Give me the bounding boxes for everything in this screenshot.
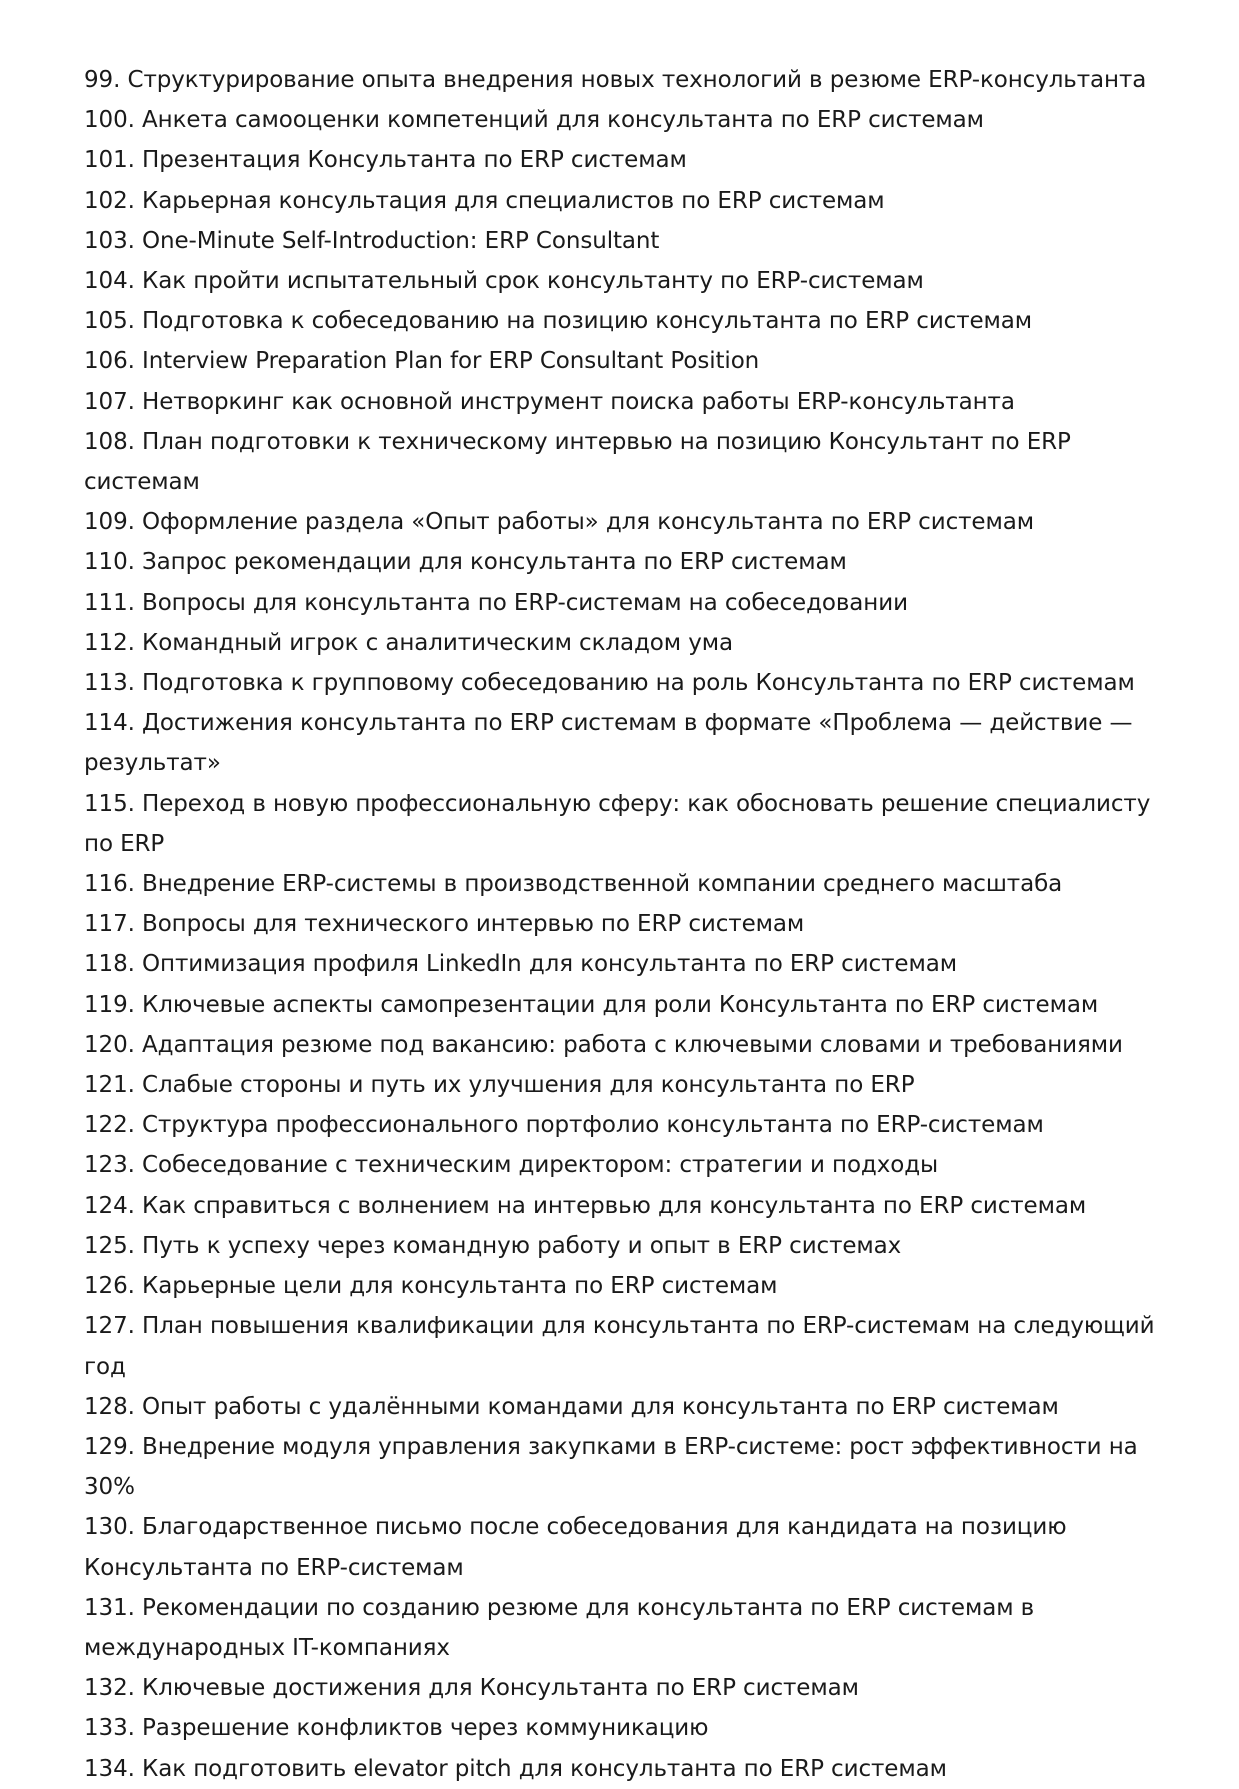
list-item: 112. Командный игрок с аналитическим складом ума (84, 629, 733, 656)
list-item: 120. Адаптация резюме под вакансию: работа с ключевыми словами и требованиями (84, 1031, 1123, 1058)
list-item: 101. Презентация Консультанта по ERP системам (84, 147, 687, 174)
list-item: 126. Карьерные цели для консультанта по ERP системам (84, 1273, 778, 1300)
list-item: 131. Рекомендации по созданию резюме для консультанта по ERP системам в международных IT-компаниях (84, 1594, 1035, 1661)
article-title-list (84, 60, 1174, 1789)
list-item: 104. Как пройти испытательный срок консультанту по ERP-системам (84, 268, 924, 295)
list-item: 111. Вопросы для консультанта по ERP-системам на собеседовании (84, 589, 908, 616)
list-item: 121. Слабые стороны и путь их улучшения для консультанта по ERP (84, 1072, 915, 1099)
list-item: 105. Подготовка к собеседованию на позицию консультанта по ERP системам (84, 308, 1033, 335)
list-item: 103. One-Minute Self-Introduction: ERP Consultant (84, 227, 660, 254)
document-page (84, 60, 1174, 1789)
list-item: 122. Структура профессионального портфолио консультанта по ERP-системам (84, 1112, 1044, 1139)
list-item: 130. Благодарственное письмо после собеседования для кандидата на позицию Консультанта по ERP-системам (84, 1514, 1067, 1581)
list-item: 110. Запрос рекомендации для консультанта по ERP системам (84, 549, 847, 576)
list-item: 134. Как подготовить elevator pitch для консультанта по ERP системам (84, 1755, 947, 1782)
list-item: 115. Переход в новую профессиональную сферу: как обосновать решение специалисту по ERP (84, 790, 1151, 857)
list-item: 117. Вопросы для технического интервью по ERP системам (84, 911, 805, 938)
list-item: 106. Interview Preparation Plan for ERP Consultant Position (84, 348, 760, 375)
list-item: 127. План повышения квалификации для консультанта по ERP-системам на следующий год (84, 1313, 1155, 1380)
list-item: 116. Внедрение ERP-системы в производственной компании среднего масштаба (84, 871, 1063, 898)
list-item: 99. Структурирование опыта внедрения новых технологий в резюме ERP-консультанта (84, 67, 1147, 93)
list-item: 124. Как справиться с волнением на интервью для консультанта по ERP системам (84, 1192, 1087, 1219)
list-item: 128. Опыт работы с удалёнными командами для консультанта по ERP системам (84, 1393, 1059, 1420)
list-item: 100. Анкета самооценки компетенций для консультанта по ERP системам (84, 107, 984, 134)
list-item: 109. Оформление раздела «Опыт работы» для консультанта по ERP системам (84, 509, 1034, 536)
list-item: 129. Внедрение модуля управления закупками в ERP-системе: рост эффективности на 30% (84, 1433, 1138, 1501)
list-item: 123. Собеседование с техническим директором: стратегии и подходы (84, 1152, 939, 1179)
list-item: 132. Ключевые достижения для Консультанта по ERP системам (84, 1675, 859, 1702)
list-item: 102. Карьерная консультация для специалистов по ERP системам (84, 187, 885, 214)
list-item: 119. Ключевые аспекты самопрезентации для роли Консультанта по ERP системам (84, 991, 1099, 1018)
list-item: 114. Достижения консультанта по ERP системам в формате «Проблема — действие — результат» (84, 710, 1133, 777)
list-item: 118. Оптимизация профиля LinkedIn для консультанта по ERP системам (84, 951, 957, 978)
list-item: 125. Путь к успеху через командную работу и опыт в ERP системах (84, 1232, 902, 1259)
list-item: 113. Подготовка к групповому собеседованию на роль Консультанта по ERP системам (84, 670, 1135, 697)
list-item: 107. Нетворкинг как основной инструмент поиска работы ERP-консультанта (84, 388, 1015, 415)
list-item: 108. План подготовки к техническому интервью на позицию Консультант по ERP системам (84, 428, 1071, 496)
list-item: 133. Разрешение конфликтов через коммуникацию (84, 1715, 709, 1742)
